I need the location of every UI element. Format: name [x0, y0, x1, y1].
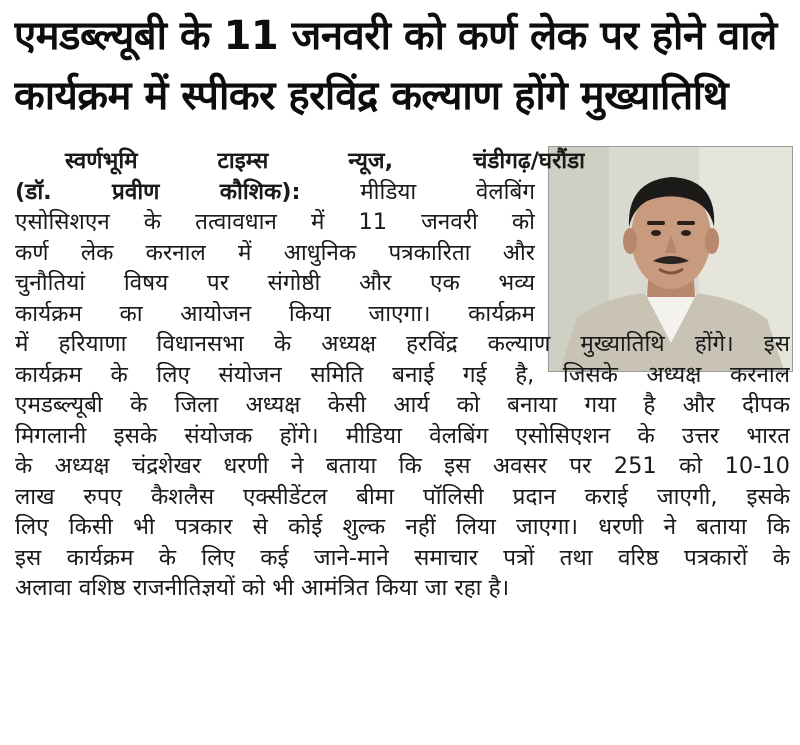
body-line: इस कार्यक्रम के लिए कई जाने-माने समाचार पत्रों तथा वरिष्ठ पत्रकारों के	[15, 544, 790, 571]
body-line: के अध्यक्ष चंद्रशेखर धरणी ने बताया कि इस अवसर पर 251 को 10-10	[15, 453, 790, 479]
body-line: लाख रुपए कैशलैस एक्सीडेंटल बीमा पॉलिसी प्रदान कराई जाएगी, इसके	[15, 483, 790, 510]
body-line: मीडिया वेलबिंग	[360, 178, 535, 205]
body-line: कर्ण लेक करनाल में आधुनिक पत्रकारिता और	[15, 239, 535, 266]
body-line: चुनौतियां विषय पर संगोष्ठी और एक भव्य	[15, 270, 535, 296]
body-line: में हरियाणा विधानसभा के अध्यक्ष हरविंद्र कल्याण मुख्यातिथि होंगे। इस	[15, 331, 790, 357]
headline-line-1: एमडब्ल्यूबी के 11 जनवरी को कर्ण लेक पर होने वाले	[14, 13, 777, 59]
body-line: मिगलानी इसके संयोजक होंगे। मीडिया वेलबिंग एसोसिएशन के उत्तर भारत	[15, 422, 790, 449]
body-line: अलावा वशिष्ठ राजनीतिज्ञयों को भी आमंत्रित किया जा रहा है।	[15, 575, 510, 601]
byline: (डॉ. प्रवीण कौशिक):	[15, 178, 301, 205]
headline	[14, 6, 789, 126]
body-line: कार्यक्रम का आयोजन किया जाएगा। कार्यक्रम	[15, 300, 535, 327]
body-line: एमडब्ल्यूबी के जिला अध्यक्ष केसी आर्य को बनाया गया है और दीपक	[15, 392, 790, 418]
body-line: कार्यक्रम के लिए संयोजन समिति बनाई गई है, जिसके अध्यक्ष करनाल	[15, 361, 790, 388]
body-line: लिए किसी भी पत्रकार से कोई शुल्क नहीं लिया जाएगा। धरणी ने बताया कि	[15, 514, 790, 540]
byline-line	[15, 177, 535, 208]
dateline: स्वर्णभूमि टाइम्स न्यूज, चंडीगढ़/घरौंडा	[65, 148, 585, 174]
body-line: एसोसिशएन के तत्वावधान में 11 जनवरी को	[15, 209, 535, 235]
article-body	[15, 146, 790, 604]
headline-line-2: कार्यक्रम में स्पीकर हरविंद्र कल्याण होंगे मुख्यातिथि	[14, 73, 729, 119]
